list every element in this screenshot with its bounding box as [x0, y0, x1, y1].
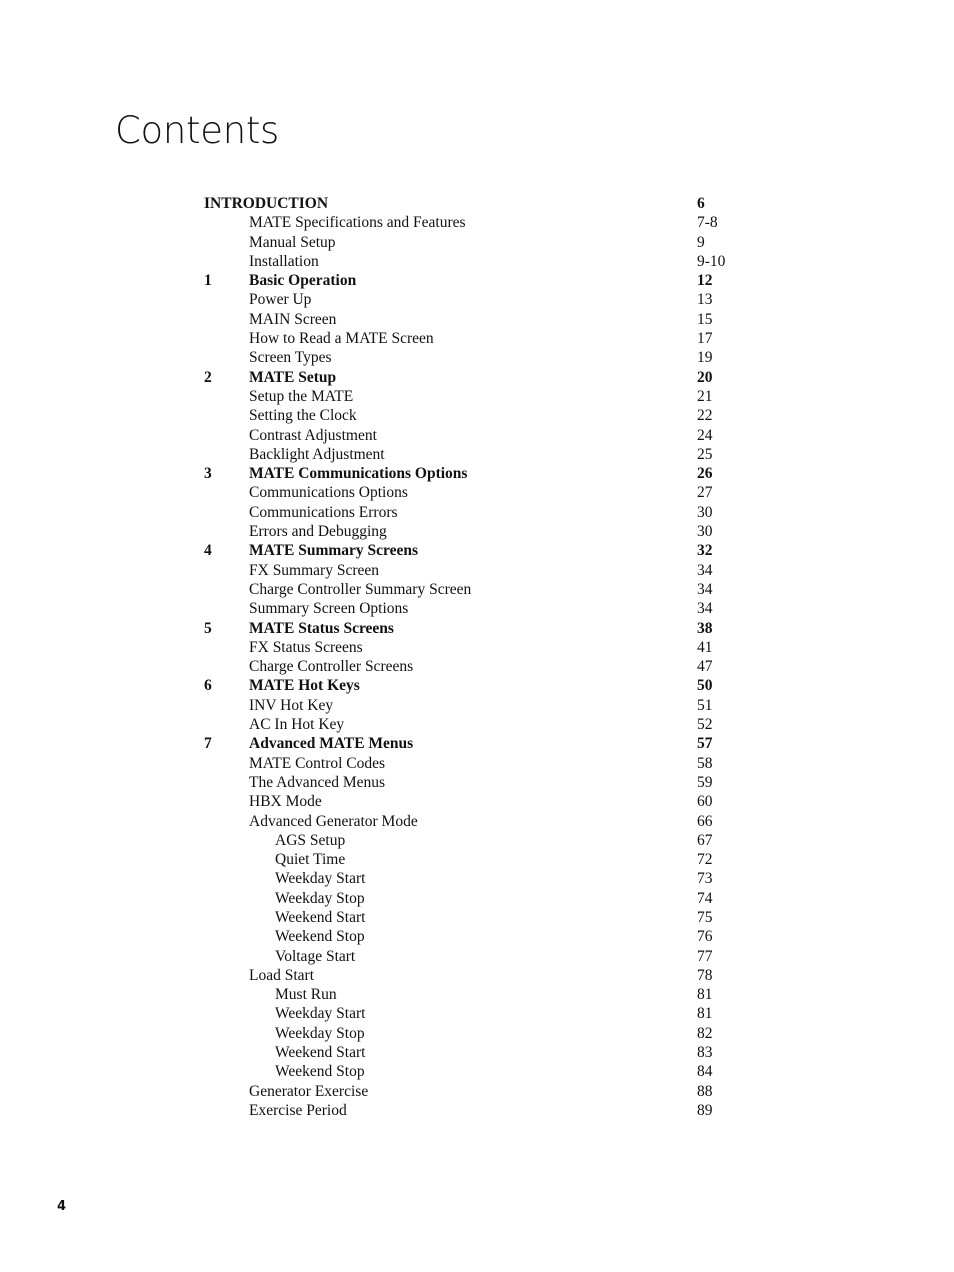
- toc-entry[interactable]: [0, 329, 954, 348]
- toc-page-number: 51: [697, 696, 713, 714]
- toc-entry-title: Power Up: [249, 291, 312, 309]
- toc-entry-title: Weekend Start: [275, 1044, 366, 1062]
- toc-entry-title: Errors and Debugging: [249, 523, 387, 541]
- toc-entry-title: The Advanced Menus: [249, 773, 386, 791]
- toc-entry[interactable]: [0, 812, 954, 831]
- toc-page-number: 59: [697, 773, 713, 791]
- toc-chapter-entry[interactable]: [0, 734, 954, 753]
- toc-entry-title: Weekend Start: [275, 908, 366, 926]
- toc-page-number: 17: [697, 330, 713, 348]
- toc-entry[interactable]: [0, 406, 954, 425]
- toc-entry-title: INTRODUCTION: [204, 195, 329, 212]
- toc-page-number: 6: [697, 195, 705, 212]
- toc-entry-title: Weekend Stop: [275, 1063, 365, 1081]
- toc-entry[interactable]: [0, 310, 954, 329]
- toc-page-number: 67: [697, 831, 713, 849]
- toc-page-number: 78: [697, 966, 713, 984]
- toc-page-number: 9-10: [697, 252, 726, 270]
- toc-chapter-number: 4: [204, 542, 212, 560]
- toc-entry-title: Voltage Start: [275, 947, 356, 965]
- toc-entry[interactable]: [0, 869, 954, 888]
- toc-entry[interactable]: [0, 889, 954, 908]
- toc-entry[interactable]: [0, 773, 954, 792]
- toc-entry[interactable]: [0, 233, 954, 252]
- toc-entry[interactable]: [0, 290, 954, 309]
- toc-entry-title: Generator Exercise: [249, 1082, 369, 1100]
- toc-entry[interactable]: [0, 985, 954, 1004]
- toc-page-number: 20: [697, 368, 713, 386]
- toc-chapter-entry[interactable]: [0, 194, 954, 213]
- toc-entry-title: MATE Status Screens: [249, 619, 394, 637]
- toc-entry-title: FX Summary Screen: [249, 561, 380, 579]
- toc-chapter-entry[interactable]: [0, 368, 954, 387]
- toc-page-number: 15: [697, 310, 713, 328]
- toc-entry[interactable]: [0, 1082, 954, 1101]
- toc-entry[interactable]: [0, 1101, 954, 1120]
- toc-entry-title: MAIN Screen: [249, 310, 337, 328]
- toc-page-number: 7-8: [697, 214, 718, 232]
- toc-chapter-entry[interactable]: [0, 619, 954, 638]
- toc-entry[interactable]: [0, 445, 954, 464]
- toc-chapter-number: 3: [204, 465, 212, 483]
- toc-page-number: 81: [697, 986, 713, 1004]
- toc-entry[interactable]: [0, 715, 954, 734]
- toc-entry-title: Communications Errors: [249, 503, 398, 521]
- toc-page-number: 75: [697, 908, 713, 926]
- toc-chapter-number: 2: [204, 368, 212, 386]
- toc-entry-title: MATE Communications Options: [249, 465, 468, 483]
- toc-page-number: 82: [697, 1024, 713, 1042]
- toc-page-number: 25: [697, 445, 713, 463]
- toc-page-number: 34: [697, 600, 713, 618]
- toc-entry[interactable]: [0, 1024, 954, 1043]
- toc-page-number: 22: [697, 407, 713, 425]
- toc-entry-title: MATE Hot Keys: [249, 677, 360, 695]
- toc-entry[interactable]: [0, 638, 954, 657]
- toc-entry[interactable]: [0, 522, 954, 541]
- toc-entry[interactable]: [0, 696, 954, 715]
- toc-entry-title: Quiet Time: [275, 851, 346, 869]
- toc-page-number: 57: [697, 735, 713, 753]
- toc-entry-title: Weekend Stop: [275, 928, 365, 946]
- toc-entry-title: Contrast Adjustment: [249, 426, 377, 444]
- toc-entry[interactable]: [0, 252, 954, 271]
- toc-entry[interactable]: [0, 580, 954, 599]
- toc-entry[interactable]: [0, 908, 954, 927]
- toc-page-number: 12: [697, 272, 713, 290]
- toc-chapter-number: 1: [204, 272, 212, 290]
- toc-entry-title: Installation: [249, 252, 319, 270]
- toc-entry-title: MATE Setup: [249, 368, 337, 386]
- toc-chapter-entry[interactable]: [0, 541, 954, 560]
- toc-page-number: 19: [697, 349, 713, 367]
- toc-entry-title: HBX Mode: [249, 793, 322, 811]
- toc-page-number: 76: [697, 928, 713, 946]
- toc-entry-title: Load Start: [249, 966, 314, 984]
- toc-entry-title: AGS Setup: [275, 831, 346, 849]
- toc-page-number: 9: [697, 233, 705, 251]
- page-number: 4: [57, 1199, 67, 1214]
- toc-entry-title: Exercise Period: [249, 1101, 347, 1119]
- toc-page-number: 30: [697, 503, 713, 521]
- toc-entry[interactable]: [0, 426, 954, 445]
- toc-entry[interactable]: [0, 387, 954, 406]
- toc-entry[interactable]: [0, 831, 954, 850]
- toc-page-number: 66: [697, 812, 713, 830]
- toc-page-number: 84: [697, 1063, 713, 1081]
- toc-chapter-entry[interactable]: [0, 271, 954, 290]
- toc-entry-title: MATE Specifications and Features: [249, 214, 466, 232]
- toc-entry-title: Weekday Start: [275, 870, 366, 888]
- toc-page-number: 81: [697, 1005, 713, 1023]
- toc-entry-title: Charge Controller Summary Screen: [249, 580, 472, 598]
- toc-entry[interactable]: [0, 792, 954, 811]
- toc-entry-title: Weekday Stop: [275, 1024, 365, 1042]
- toc-entry-title: MATE Summary Screens: [249, 542, 419, 560]
- toc-page-number: 34: [697, 561, 713, 579]
- toc-page-number: 72: [697, 851, 713, 869]
- toc-page-number: 74: [697, 889, 713, 907]
- toc-chapter-entry[interactable]: [0, 464, 954, 483]
- toc-page-number: 13: [697, 291, 713, 309]
- toc-entry-title: Backlight Adjustment: [249, 445, 385, 463]
- toc-entry[interactable]: [0, 213, 954, 232]
- toc-entry[interactable]: [0, 503, 954, 522]
- toc-page-number: 32: [697, 542, 713, 560]
- toc-page-number: 73: [697, 870, 713, 888]
- toc-page-number: 47: [697, 658, 713, 676]
- toc-chapter-number: 5: [204, 619, 212, 637]
- toc-page-number: 30: [697, 523, 713, 541]
- toc-chapter-number: 7: [204, 735, 212, 753]
- toc-page-number: 34: [697, 580, 713, 598]
- toc-entry-title: Weekday Stop: [275, 889, 365, 907]
- toc-page-number: 60: [697, 793, 713, 811]
- toc-entry-title: Screen Types: [249, 349, 332, 367]
- toc-chapter-entry[interactable]: [0, 676, 954, 695]
- toc-entry[interactable]: [0, 561, 954, 580]
- toc-entry-title: Advanced Generator Mode: [249, 812, 418, 830]
- toc-chapter-number: 6: [204, 677, 212, 695]
- toc-entry-title: Weekday Start: [275, 1005, 366, 1023]
- table-of-contents: [0, 194, 954, 1120]
- page-title: Contents: [115, 109, 280, 152]
- toc-entry[interactable]: [0, 947, 954, 966]
- toc-entry[interactable]: [0, 348, 954, 367]
- toc-entry[interactable]: [0, 754, 954, 773]
- toc-entry-title: AC In Hot Key: [249, 716, 345, 734]
- toc-page-number: 27: [697, 484, 713, 502]
- toc-entry-title: Setting the Clock: [249, 407, 357, 425]
- toc-entry-title: Basic Operation: [249, 272, 357, 290]
- toc-page-number: 41: [697, 638, 713, 656]
- toc-entry[interactable]: [0, 599, 954, 618]
- toc-entry-title: Manual Setup: [249, 233, 336, 251]
- toc-entry[interactable]: [0, 1043, 954, 1062]
- toc-page-number: 77: [697, 947, 713, 965]
- toc-entry-title: Communications Options: [249, 484, 408, 502]
- toc-entry[interactable]: [0, 657, 954, 676]
- toc-entry-title: MATE Control Codes: [249, 754, 386, 772]
- toc-entry[interactable]: [0, 483, 954, 502]
- toc-entry[interactable]: [0, 966, 954, 985]
- toc-entry[interactable]: [0, 927, 954, 946]
- toc-entry[interactable]: [0, 850, 954, 869]
- toc-entry[interactable]: [0, 1062, 954, 1081]
- toc-entry-title: INV Hot Key: [249, 696, 334, 714]
- toc-page-number: 89: [697, 1101, 713, 1119]
- toc-page-number: 88: [697, 1082, 713, 1100]
- toc-page-number: 58: [697, 754, 713, 772]
- toc-entry-title: Setup the MATE: [249, 387, 354, 405]
- toc-entry-title: FX Status Screens: [249, 638, 363, 656]
- toc-entry[interactable]: [0, 1004, 954, 1023]
- toc-page-number: 50: [697, 677, 713, 695]
- toc-page-number: 83: [697, 1044, 713, 1062]
- toc-entry-title: Must Run: [275, 986, 337, 1004]
- toc-page-number: 21: [697, 387, 713, 405]
- toc-entry-title: Charge Controller Screens: [249, 658, 414, 676]
- toc-page-number: 38: [697, 619, 713, 637]
- toc-entry-title: Advanced MATE Menus: [249, 735, 414, 753]
- toc-page-number: 52: [697, 716, 713, 734]
- toc-page-number: 26: [697, 465, 713, 483]
- toc-entry-title: How to Read a MATE Screen: [249, 330, 434, 348]
- toc-entry-title: Summary Screen Options: [249, 600, 409, 618]
- toc-page-number: 24: [697, 426, 713, 444]
